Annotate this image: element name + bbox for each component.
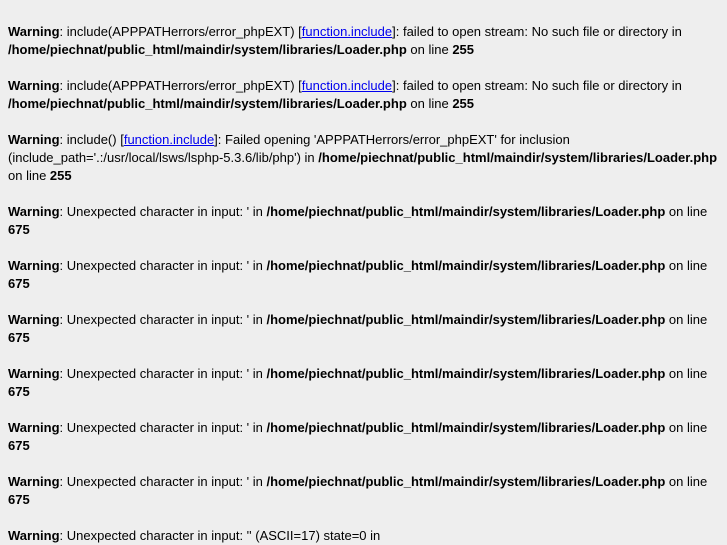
warning-text: : Unexpected character in input: ' in (59, 420, 267, 435)
line-number: 675 (8, 438, 30, 453)
warning-message (8, 527, 719, 545)
file-path: /home/piechnat/public_html/maindir/system/libraries/Loader.php (266, 204, 666, 219)
warning-text: : Unexpected character in input: ' in (59, 474, 267, 489)
warning-text: ]: failed to open stream: No such file or directory in (392, 24, 686, 39)
warning-text: ]: failed to open stream: No such file or directory in (392, 78, 686, 93)
line-number: 675 (8, 330, 30, 345)
file-path: /home/piechnat/public_html/maindir/system/libraries/Loader.php (8, 96, 407, 111)
warning-text: : include(APPPATHerrors/error_phpEXT) [ (59, 24, 302, 39)
warning-text: : Unexpected character in input: ' in (59, 366, 267, 381)
file-path: /home/piechnat/public_html/maindir/system/libraries/Loader.php (266, 312, 666, 327)
warning-text: : Unexpected character in input: '' (ASCII=17) state=0 in (59, 528, 381, 543)
warning-message (8, 419, 719, 455)
file-path: /home/piechnat/public_html/maindir/system/libraries/Loader.php (266, 420, 666, 435)
warning-text: : Unexpected character in input: ' in (59, 258, 267, 273)
warning-message (8, 203, 719, 239)
warning-label: Warning (8, 312, 60, 327)
warning-label: Warning (8, 24, 60, 39)
warning-message (8, 365, 719, 401)
line-number: 255 (49, 168, 72, 183)
on-line-text: on line (406, 42, 453, 57)
on-line-text: on line (665, 312, 711, 327)
warning-label: Warning (8, 78, 60, 93)
function-include-link[interactable]: function.include (301, 78, 393, 93)
line-number: 255 (452, 96, 475, 111)
on-line-text: on line (8, 150, 721, 183)
on-line-text: on line (665, 204, 711, 219)
warning-label: Warning (8, 420, 60, 435)
warning-label: Warning (8, 204, 60, 219)
file-path: /home/piechnat/public_html/maindir/system/libraries/Loader.php (266, 366, 666, 381)
line-number: 675 (8, 276, 30, 291)
on-line-text: on line (665, 474, 711, 489)
line-number: 675 (8, 222, 30, 237)
warning-text: : include() [ (59, 132, 124, 147)
file-path: /home/piechnat/public_html/maindir/system/libraries/Loader.php (318, 150, 718, 165)
warning-text: : Unexpected character in input: ' in (59, 312, 267, 327)
on-line-text: on line (665, 366, 711, 381)
warning-message (8, 77, 719, 113)
warning-message (8, 473, 719, 509)
warning-message (8, 257, 719, 293)
warning-label: Warning (8, 132, 60, 147)
warning-message (8, 23, 719, 59)
file-path: /home/piechnat/public_html/maindir/system/libraries/Loader.php (266, 474, 666, 489)
function-include-link[interactable]: function.include (301, 24, 393, 39)
warning-message (8, 131, 719, 185)
on-line-text: on line (665, 420, 711, 435)
warning-label: Warning (8, 528, 60, 543)
on-line-text: on line (665, 258, 711, 273)
line-number: 675 (8, 492, 30, 507)
function-include-link[interactable]: function.include (123, 132, 215, 147)
file-path: /home/piechnat/public_html/maindir/system/libraries/Loader.php (266, 258, 666, 273)
warning-label: Warning (8, 258, 60, 273)
warning-text: : include(APPPATHerrors/error_phpEXT) [ (59, 78, 302, 93)
warning-label: Warning (8, 366, 60, 381)
file-path: /home/piechnat/public_html/maindir/system/libraries/Loader.php (8, 42, 407, 57)
warning-text: ]: Failed opening 'APPPATHerrors/error_phpEXT' for inclusion (include_path='.:/usr/local/lsws/lsphp-5.3.6/lib/php') in (8, 132, 574, 165)
line-number: 255 (452, 42, 475, 57)
on-line-text: on line (406, 96, 453, 111)
warning-message (8, 311, 719, 347)
warning-text: : Unexpected character in input: ' in (59, 204, 267, 219)
warning-label: Warning (8, 474, 60, 489)
line-number: 675 (8, 384, 30, 399)
